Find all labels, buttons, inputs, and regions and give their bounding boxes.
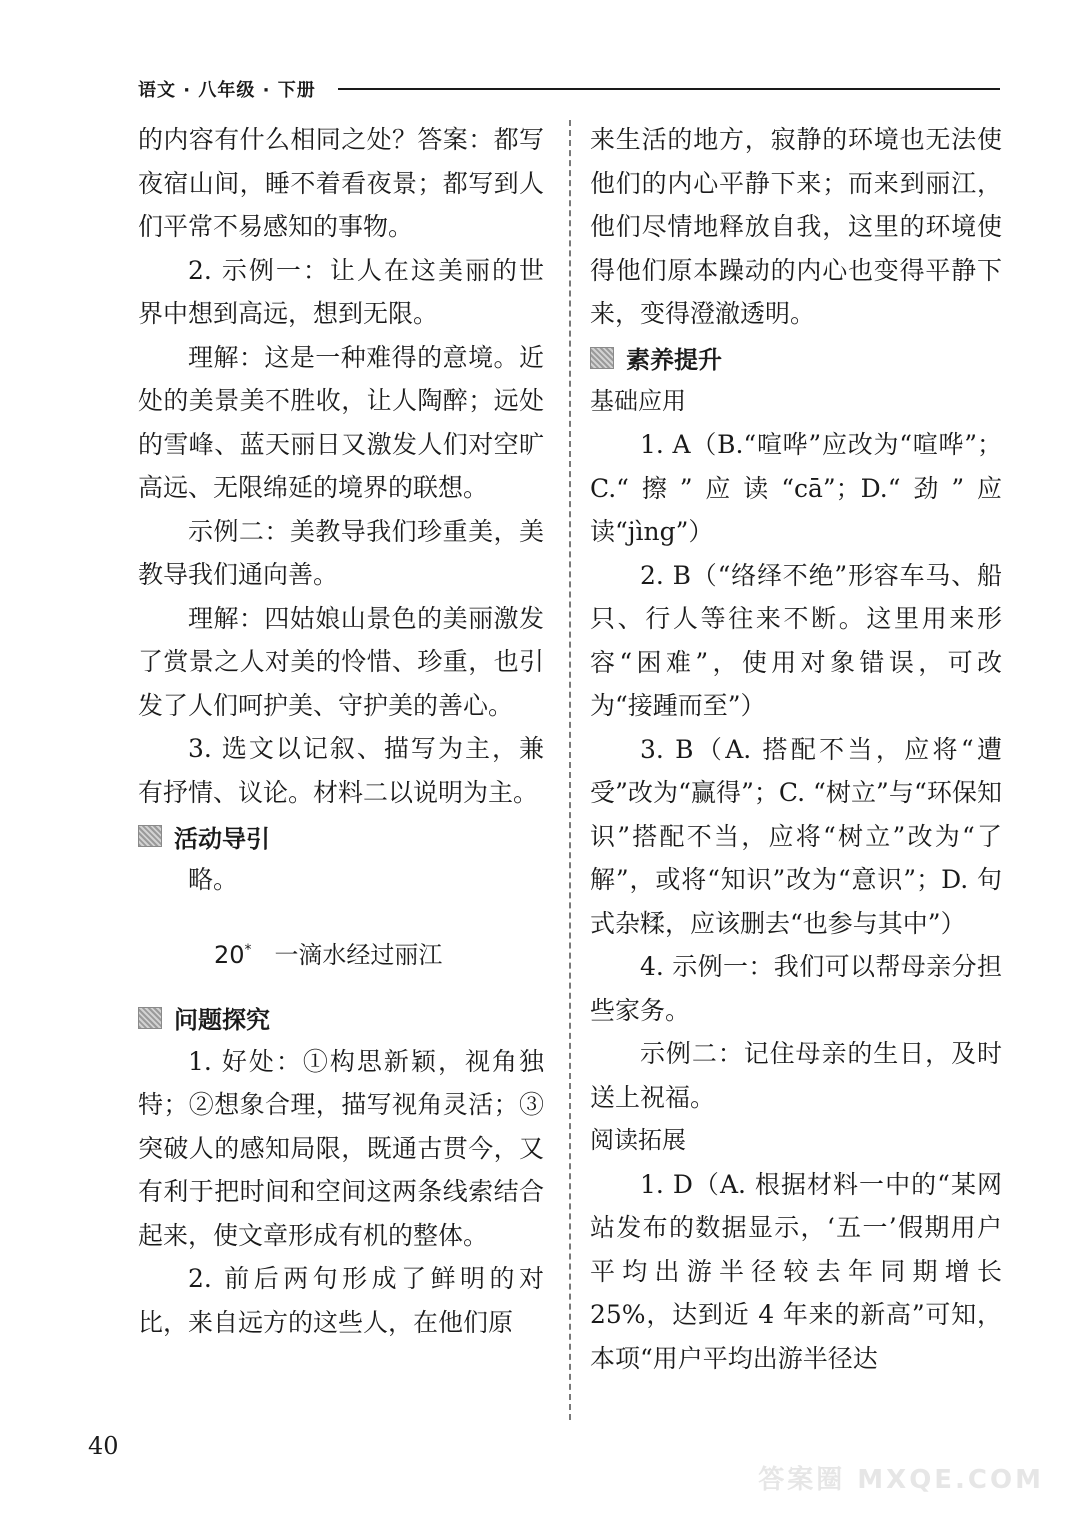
section-heading-label: 问题探究	[174, 1006, 270, 1034]
paragraph: 2. 前后两句形成了鲜明的对比，来自远方的这些人，在他们原	[138, 1264, 544, 1337]
paragraph: 2. 示例一：让人在这美丽的世界中想到高远，想到无限。	[138, 255, 544, 328]
header-rule	[338, 88, 1000, 90]
paragraph: 2. B（“络绎不绝”形容车马、船只、行人等往来不断。这里用来形容“困难”，使用对象错误，可改为“接踵而至”）	[590, 560, 1002, 720]
page-number: 40	[88, 1432, 119, 1460]
page-header	[138, 74, 1000, 104]
column-divider	[569, 120, 571, 1420]
paragraph: 略。	[188, 865, 239, 894]
paragraph: 的内容有什么相同之处？答案：都写夜宿山间，睡不着看夜景；都写到人们平常不易感知的事物。	[138, 125, 544, 241]
paragraph: 理解：四姑娘山景色的美丽激发了赏景之人对美的怜惜、珍重，也引发了人们呵护美、守护美的善心。	[138, 603, 544, 720]
section-marker-icon	[138, 825, 162, 847]
section-marker-icon	[590, 347, 614, 369]
book-title: 语文 · 八年级 · 下册	[138, 80, 316, 101]
paragraph: 理解：这是一种难得的意境。近处的美景美不胜收，让人陶醉；远处的雪峰、蓝天丽日又激发人们对空旷高远、无限绵延的境界的联想。	[138, 342, 544, 502]
paragraph: 示例二：记住母亲的生日，及时送上祝福。	[590, 1039, 1002, 1112]
paragraph: 3. 选文以记叙、描写为主，兼有抒情、议论。材料二以说明为主。	[138, 734, 544, 807]
subheading-basic: 基础应用	[590, 386, 686, 415]
section-heading-label: 活动导引	[174, 824, 270, 853]
paragraph: 1. 好处：①构思新颖，视角独特；②想象合理，描写视角灵活；③突破人的感知局限，既通古贯今，又有利于把时间和空间这两条线索结合起来，使文章形成有机的整体。	[138, 1046, 544, 1250]
lesson-name: 一滴水经过丽江	[274, 940, 443, 969]
section-heading-label: 素养提升	[626, 346, 722, 374]
paragraph: 3. B（A. 搭配不当，应将“遭受”改为“赢得”；C. “树立”与“环保知识”搭配不当，应将“树立”改为“了解”，或将“知识”改为“意识”；D. 句式杂糅，应该删去“也参与其中”）	[590, 734, 1002, 938]
lesson-title	[214, 920, 544, 980]
subheading-reading: 阅读拓展	[590, 1126, 686, 1154]
section-marker-icon	[138, 1007, 162, 1029]
right-column	[590, 118, 1002, 1380]
paragraph: 示例二：美教导我们珍重美，美教导我们通向善。	[138, 516, 544, 589]
left-column	[138, 118, 544, 1344]
watermark-logo: 答案圈 MXQE.COM	[758, 1465, 1044, 1495]
section-heading-literacy	[590, 336, 1002, 380]
paragraph: 1. D（A. 根据材料一中的“某网站发布的数据显示，‘五一’假期用户平均出游半径较去年同期增长 25%，达到近 4 年来的新高”可知，本项“用户平均出游半径达	[590, 1169, 1002, 1373]
section-heading-inquiry	[138, 996, 544, 1040]
section-heading-activity	[138, 814, 544, 858]
paragraph: 1. A（B.“喧哗”应改为“喧哗”；C.“擦”应读“cā”；D.“劲”应读“jìng”）	[590, 430, 1002, 546]
paragraph: 4. 示例一：我们可以帮母亲分担些家务。	[590, 952, 1002, 1025]
optional-lesson-mark: *	[244, 941, 252, 958]
paragraph: 来生活的地方，寂静的环境也无法使他们的内心平静下来；而来到丽江，他们尽情地释放自我，这里的环境使得他们原本躁动的内心也变得平静下来，变得澄澈透明。	[590, 125, 1002, 328]
lesson-number: 20	[214, 940, 245, 969]
